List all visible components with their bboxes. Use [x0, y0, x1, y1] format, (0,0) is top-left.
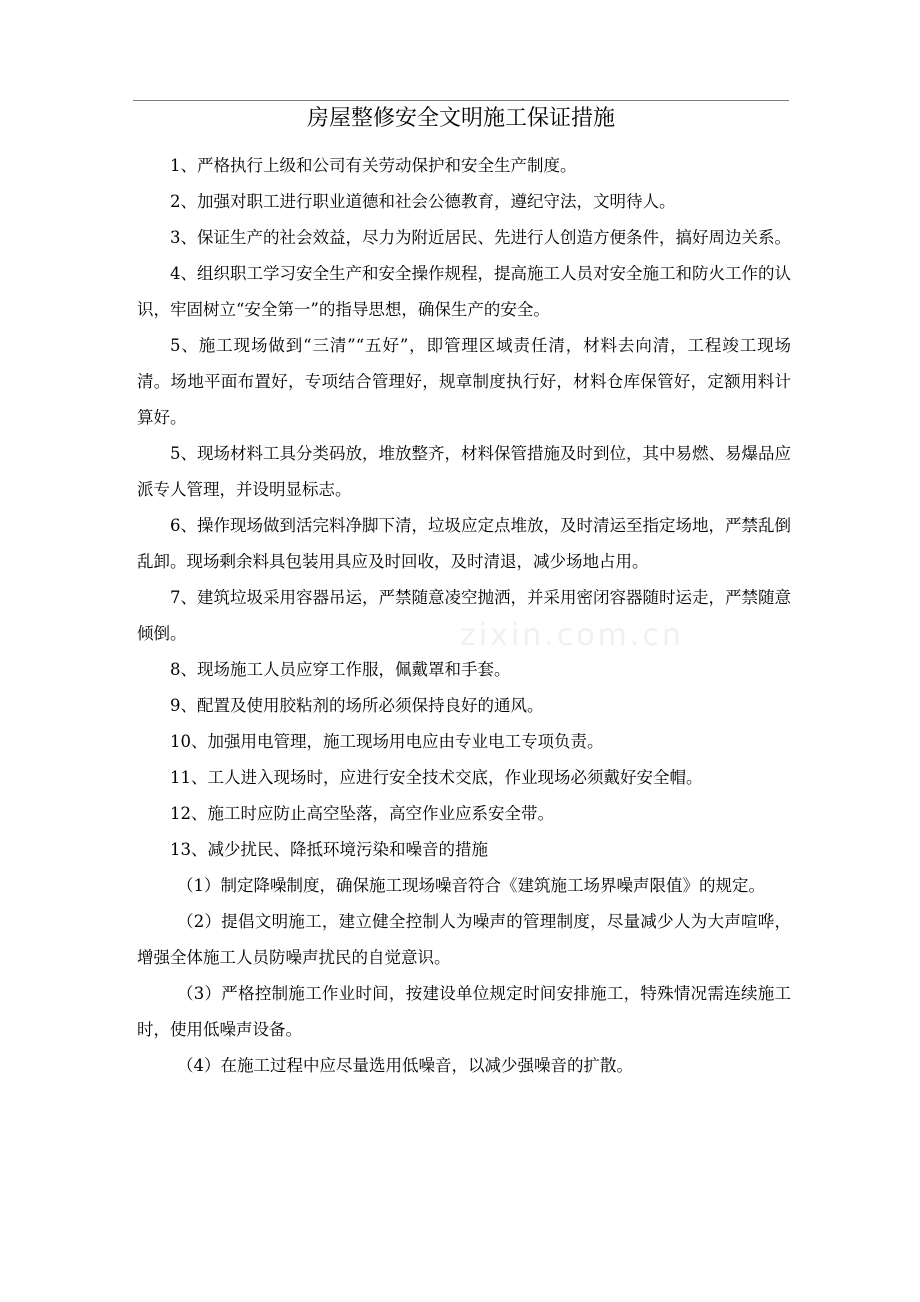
paragraph-3: 3、保证生产的社会效益，尽力为附近居民、先进行人创造方便条件，搞好周边关系。	[170, 228, 791, 247]
paragraph-13: 13、减少扰民、降抵环境污染和噪音的措施	[170, 840, 488, 859]
paragraph-5a: 5、施工现场做到“三清”“五好”，即管理区域责任清，材料去向清，工程竣工现场清。场地平面布置好，专项结合管理好，规章制度执行好，材料仓库保管好，定额用料计算好。	[137, 336, 791, 427]
sub-item-1: （1）制定降噪制度，确保施工现场噪音符合《建筑施工场界噪声限值》的规定。	[177, 876, 765, 895]
paragraph-11: 11、工人进入现场时，应进行安全技术交底，作业现场必须戴好安全帽。	[170, 768, 703, 787]
sub-item-2: （2）提倡文明施工，建立健全控制人为噪声的管理制度，尽量减少人为大声喧哗，增强全体施工人员防噪声扰民的自觉意识。	[137, 912, 791, 967]
paragraph-2: 2、加强对职工进行职业道德和社会公德教育，遵纪守法，文明待人。	[170, 192, 676, 211]
sub-item-3: （3）严格控制施工作业时间，按建设单位规定时间安排施工，特殊情况需连续施工时，使用低噪声设备。	[137, 984, 791, 1039]
header-rule	[133, 100, 789, 101]
paragraph-1: 1、严格执行上级和公司有关劳动保护和安全生产制度。	[170, 156, 577, 175]
paragraph-8: 8、现场施工人员应穿工作服，佩戴罩和手套。	[170, 660, 511, 679]
paragraph-4: 4、组织职工学习安全生产和安全操作规程，提高施工人员对安全施工和防火工作的认识，牢固树立“安全第一”的指导思想，确保生产的安全。	[137, 264, 791, 319]
paragraph-7: 7、建筑垃圾采用容器吊运，严禁随意凌空抛洒，并采用密闭容器随时运走，严禁随意倾倒。	[137, 588, 791, 643]
sub-item-4: （4）在施工过程中应尽量选用低噪音，以减少强噪音的扩散。	[177, 1056, 633, 1075]
paragraph-10: 10、加强用电管理，施工现场用电应由专业电工专项负责。	[170, 732, 604, 751]
watermark-text: zixin.com.cn	[460, 618, 684, 653]
page-title: 房屋整修安全文明施工保证措施	[306, 106, 615, 131]
paragraph-9: 9、配置及使用胶粘剂的场所必须保持良好的通风。	[170, 696, 544, 715]
document-body	[137, 148, 791, 1084]
paragraph-5b: 5、现场材料工具分类码放，堆放整齐，材料保管措施及时到位，其中易燃、易爆品应派专人管理，并设明显标志。	[137, 444, 791, 499]
paragraph-12: 12、施工时应防止高空坠落，高空作业应系安全带。	[170, 804, 554, 823]
paragraph-6: 6、操作现场做到活完料净脚下清，垃圾应定点堆放，及时清运至指定场地，严禁乱倒乱卸。现场剩余料具包装用具应及时回收，及时清退，减少场地占用。	[137, 516, 791, 571]
